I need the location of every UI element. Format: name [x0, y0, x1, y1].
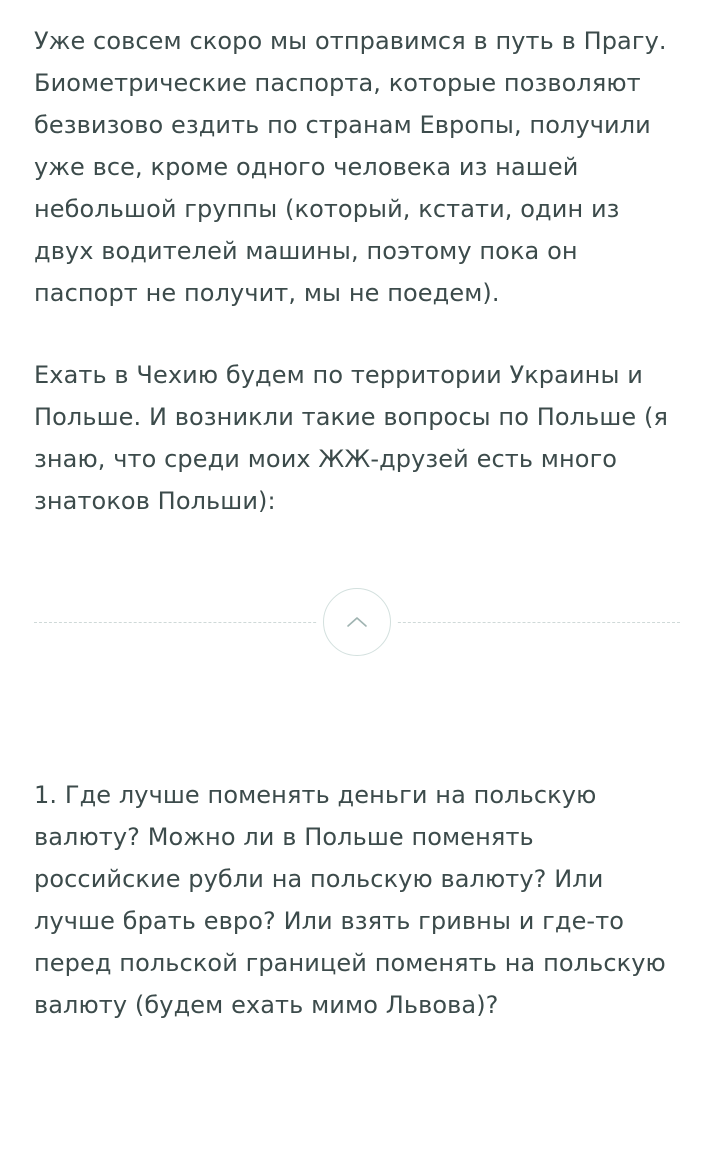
chevron-up-icon [346, 615, 368, 629]
paragraph-3: 1. Где лучше поменять деньги на польскую валюту? Можно ли в Польше поменять российские рубли на польскую валюту? Или лучше брать евро? Или взять гривны и где-то перед польской границей поменять на польскую валюту (будем ехать мимо Львова)? [34, 781, 666, 1019]
cut-divider [34, 562, 680, 682]
paragraph-1: Уже совсем скоро мы отправимся в путь в Прагу. Биометрические паспорта, которые позволяют безвизово ездить по странам Европы, получили уже все, кроме одного человека из нашей небольшой группы (который, кстати, один из двух водителей машины, поэтому пока он паспорт не получит, мы не поедем). [34, 27, 667, 307]
post-cut-spacer [34, 712, 680, 774]
expand-cut-button[interactable] [323, 588, 391, 656]
paragraph-2: Ехать в Чехию будем по территории Украины и Польше. И возникли такие вопросы по Польше (я знаю, что среди моих ЖЖ-друзей есть много знатоков Польши): [34, 361, 668, 515]
